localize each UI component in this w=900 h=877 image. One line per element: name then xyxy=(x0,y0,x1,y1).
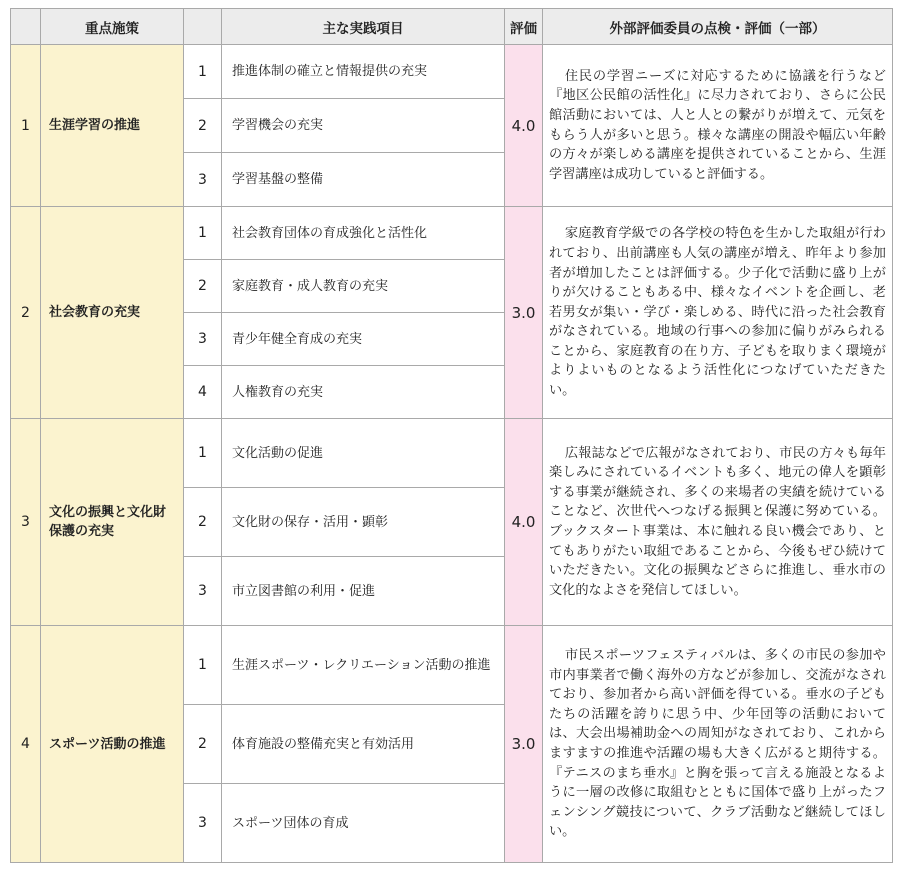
section-comment: 市民スポーツフェスティバルは、多くの市民の参加や市内事業者で働く海外の方などが参加し、交流がなされており、参加者から高い評価を得ている。垂水の子どもたちの活躍を誇りに思う中、少年団等の活動においては、大会出場補助金への周知がなされており、これからますますの推進や活躍の場も大きく広がると期待する。『テニスのまち垂水』と胸を張って言える施設となるように一層の改修に取組むとともに国体で盛り上がったフェンシング競技について、クラブ活動など継続してほしい。 xyxy=(543,626,893,863)
section-score: 4.0 xyxy=(505,45,543,207)
evaluation-table xyxy=(10,8,893,863)
section-name: 生涯学習の推進 xyxy=(41,45,184,207)
item-number: 2 xyxy=(184,488,222,557)
item-number: 3 xyxy=(184,784,222,863)
section-comment: 家庭教育学級での各学校の特色を生かした取組が行われており、出前講座も人気の講座が増え、昨年より参加者が増加したことは評価する。少子化で活動に盛り上がりが欠けることもある中、様々なイベントを企画し、老若男女が集い・学び・楽しめる、時代に沿った社会教育がなされている。地域の行事への参加に偏りがみられることから、家庭教育の在り方、子どもを取りまく環境がよりよいものとなるよう活性化につなげていただきたい。 xyxy=(543,207,893,419)
item-number: 1 xyxy=(184,419,222,488)
section-number: 1 xyxy=(11,45,41,207)
section-comment: 広報誌などで広報がなされており、市民の方々も毎年楽しみにされているイベントも多く、地元の偉人を顕彰する事業が継続され、多くの来場者の実績を続けていることなど、次世代へつなげる振興と保護に努めている。ブックスタート事業は、本に触れる良い機会であり、とてもありがたい取組であることから、今後もぜひ続けていただきたい。文化の振興などさらに推進し、垂水市の文化的なよさを発信してほしい。 xyxy=(543,419,893,626)
item-number: 1 xyxy=(184,626,222,705)
table-row xyxy=(11,419,893,488)
item-label: 文化財の保存・活用・顕彰 xyxy=(222,488,505,557)
item-number: 2 xyxy=(184,99,222,153)
section-score: 3.0 xyxy=(505,207,543,419)
header-row xyxy=(11,9,893,45)
section-name: 社会教育の充実 xyxy=(41,207,184,419)
header-policy: 重点施策 xyxy=(41,9,184,45)
section-number: 2 xyxy=(11,207,41,419)
item-label: 生涯スポーツ・レクリエーション活動の推進 xyxy=(222,626,505,705)
section-name: スポーツ活動の推進 xyxy=(41,626,184,863)
item-number: 3 xyxy=(184,557,222,626)
item-number: 1 xyxy=(184,45,222,99)
item-number: 1 xyxy=(184,207,222,260)
item-label: スポーツ団体の育成 xyxy=(222,784,505,863)
section-score: 3.0 xyxy=(505,626,543,863)
header-comment: 外部評価委員の点検・評価（一部） xyxy=(543,9,893,45)
item-number: 4 xyxy=(184,366,222,419)
item-label: 推進体制の確立と情報提供の充実 xyxy=(222,45,505,99)
item-label: 家庭教育・成人教育の充実 xyxy=(222,260,505,313)
item-number: 2 xyxy=(184,260,222,313)
item-number: 3 xyxy=(184,153,222,207)
item-label: 青少年健全育成の充実 xyxy=(222,313,505,366)
item-number: 3 xyxy=(184,313,222,366)
header-practice: 主な実践項目 xyxy=(222,9,505,45)
section-number: 4 xyxy=(11,626,41,863)
item-label: 社会教育団体の育成強化と活性化 xyxy=(222,207,505,260)
table-row xyxy=(11,45,893,99)
item-label: 学習機会の充実 xyxy=(222,99,505,153)
item-label: 学習基盤の整備 xyxy=(222,153,505,207)
item-label: 市立図書館の利用・促進 xyxy=(222,557,505,626)
header-score: 評価 xyxy=(505,9,543,45)
item-number: 2 xyxy=(184,705,222,784)
item-label: 文化活動の促進 xyxy=(222,419,505,488)
item-label: 人権教育の充実 xyxy=(222,366,505,419)
header-blank-2 xyxy=(184,9,222,45)
table-row xyxy=(11,626,893,705)
item-label: 体育施設の整備充実と有効活用 xyxy=(222,705,505,784)
table-row xyxy=(11,207,893,260)
section-number: 3 xyxy=(11,419,41,626)
section-comment: 住民の学習ニーズに対応するために協議を行うなど『地区公民館の活性化』に尽力されており、さらに公民館活動においては、人と人との繋がりが増えて、元気をもらう人が多いと思う。様々な講座の開設や幅広い年齢の方々が楽しめる講座を提供されていることから、生涯学習講座は成功していると評価する。 xyxy=(543,45,893,207)
section-score: 4.0 xyxy=(505,419,543,626)
header-blank-1 xyxy=(11,9,41,45)
section-name: 文化の振興と文化財保護の充実 xyxy=(41,419,184,626)
